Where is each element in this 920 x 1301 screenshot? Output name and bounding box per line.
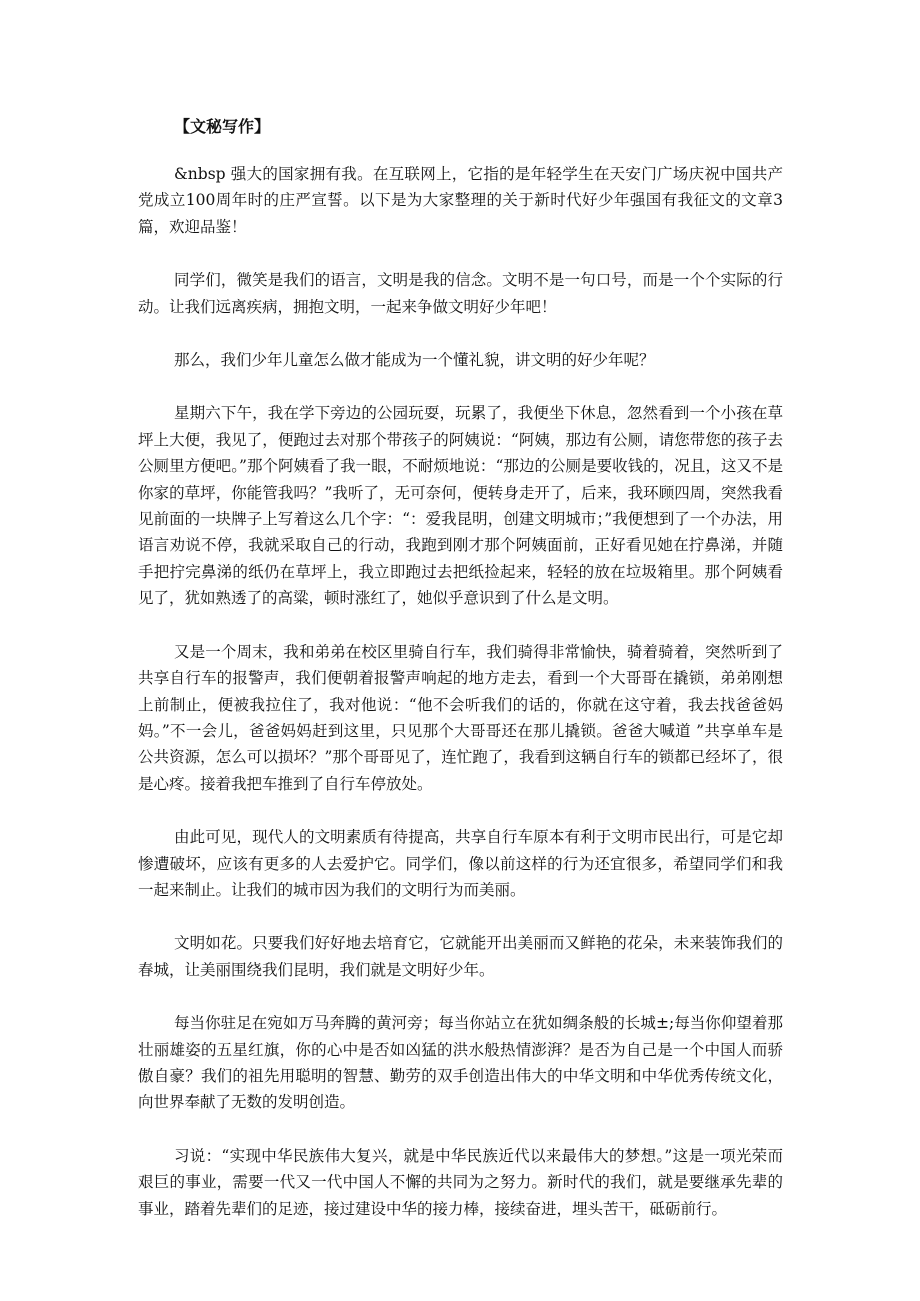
paragraph: 每当你驻足在宛如万马奔腾的黄河旁；每当你站立在犹如绸条般的长城±;每当你仰望着那壮丽雄姿的五星红旗，你的心中是否如凶猛的洪水般热情澎湃？是否为自己是一个中国人而骄傲自豪？我们的祖先用聪明的智慧、勤劳的双手创造出伟大的中华文明和中华优秀传统文化，向世界奉献了无数的发明创造。 <box>138 1014 783 1112</box>
paragraph: 又是一个周末，我和弟弟在校区里骑自行车，我们骑得非常愉快，骑着骑着，突然听到了共享自行车的报警声，我们便朝着报警声响起的地方走去，看到一个大哥哥在撬锁，弟弟刚想上前制止，便被我拉住了，我对他说：“他不会听我们的话的，你就在这守着，我去找爸爸妈妈。”不一会儿，爸爸妈妈赶到这里，只见那个大哥哥还在那儿撬锁。爸爸大喊道 ”共享单车是公共资源，怎么可以损坏？”那个哥哥见了，连忙跑了，我看到这辆自行车的锁都已经坏了，很是心疼。接着我把车推到了自行车停放处。 <box>138 642 783 793</box>
paragraph: 那么，我们少年儿童怎么做才能成为一个懂礼貌，讲文明的好少年呢？ <box>174 351 655 370</box>
paragraph: 由此可见，现代人的文明素质有待提高，共享自行车原本有利于文明市民出行，可是它却惨遭破坏，应该有更多的人去爱护它。同学们，像以前这样的行为还宜很多，希望同学们和我一起来制止。让我们的城市因为我们的文明行为而美丽。 <box>138 828 783 899</box>
paragraph: 习说：“实现中华民族伟大复兴，就是中华民族近代以来最伟大的梦想。”这是一项光荣而艰巨的事业，需要一代又一代中国人不懈的共同为之努力。新时代的我们，就是要继承先辈的事业，踏着先辈们的足迹，接过建设中华的接力棒，接续奋进，埋头苦干，砥砺前行。 <box>138 1146 783 1218</box>
document-page <box>138 100 783 1222</box>
paragraph-intro: &nbsp 强大的国家拥有我。在互联网上，它指的是年轻学生在天安门广场庆祝中国共产党成立100周年时的庄严宣誓。以下是为大家整理的关于新时代好少年强国有我征文的文章3篇，欢迎品鉴！ <box>138 165 783 236</box>
paragraph: 星期六下午，我在学下旁边的公园玩耍，玩累了，我便坐下休息，忽然看到一个小孩在草坪上大便，我见了，便跑过去对那个带孩子的阿姨说：“阿姨，那边有公厕，请您带您的孩子去公厕里方便吧。”那个阿姨看了我一眼，不耐烦地说：“那边的公厕是要收钱的，况且，这又不是你家的草坪，你能管我吗？”我听了，无可奈何，便转身走开了，后来，我环顾四周，突然我看见前面的一块牌子上写着这么几个字：“：爱我昆明，创建文明城市；”我便想到了一个办法，用语言劝说不停，我就采取自己的行动，我跑到刚才那个阿姨面前，正好看见她在拧鼻涕，并随手把拧完鼻涕的纸仍在草坪上，我立即跑过去把纸捡起来，轻轻的放在垃圾箱里。那个阿姨看见了，犹如熟透了的高粱，顿时涨红了，她似乎意识到了什么是文明。 <box>138 404 783 608</box>
paragraph: 文明如花。只要我们好好地去培育它，它就能开出美丽而又鲜艳的花朵，未来装饰我们的春城，让美丽围绕我们昆明，我们就是文明好少年。 <box>138 934 783 979</box>
document-heading: 【文秘写作】 <box>174 117 271 136</box>
paragraph: 同学们，微笑是我们的语言，文明是我的信念。文明不是一句口号，而是一个个实际的行动。让我们远离疾病，拥抱文明，一起来争做文明好少年吧！ <box>138 271 783 316</box>
